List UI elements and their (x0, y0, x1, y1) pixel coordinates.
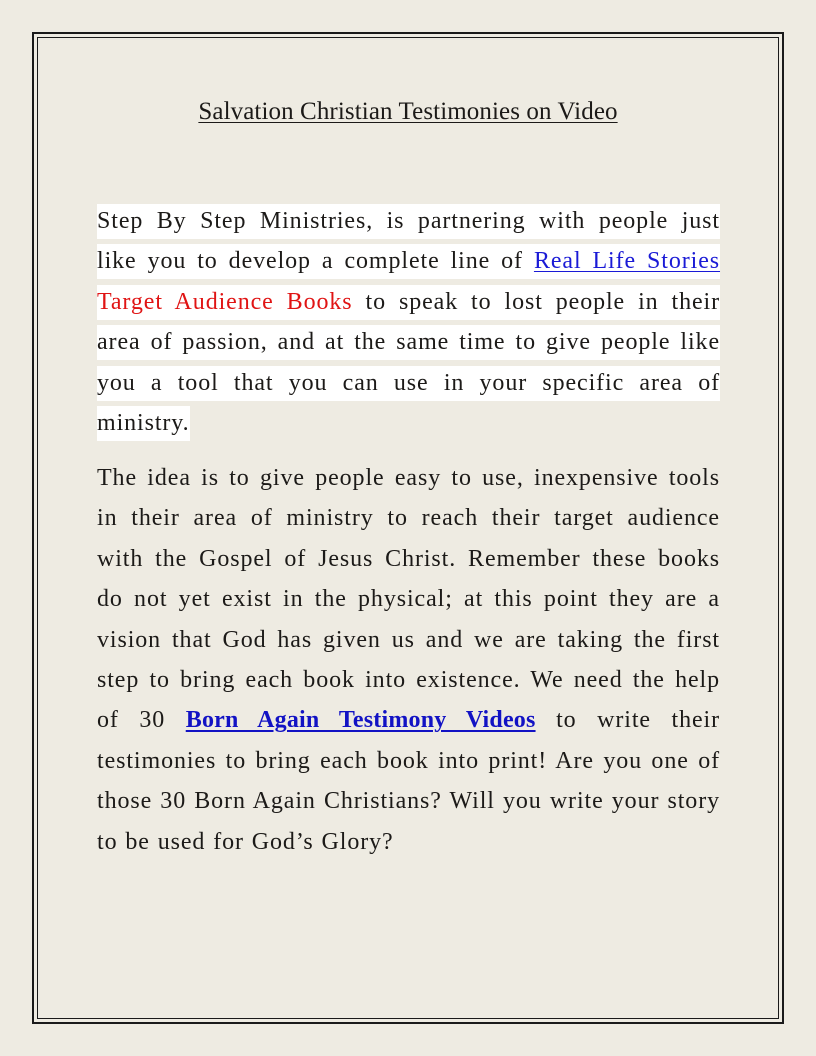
born-again-testimony-videos-link[interactable]: Born Again Testimony Videos (185, 707, 536, 734)
intro-text-start: Step By Step Ministries, is partnering with people just like you to develop a complete line of (97, 208, 720, 275)
real-life-stories-link[interactable]: Real Life Stories (533, 248, 721, 275)
idea-text-start: The idea is to give people easy to use, inexpensive tools in their area of ministry to reach their target audience with the Gospel of Jesus Christ. Remember these books do not yet exist in the physical; at this point they are a vision that God has given us and we are taking the first step to bring each book into existence. We need the help of 30 (97, 465, 720, 734)
idea-paragraph (97, 458, 720, 862)
intro-highlight (97, 204, 720, 441)
target-audience-books-text: Target Audience Books (97, 288, 353, 315)
idea-text-end: to write their testimonies to bring each book into print! Are you one of those 30 Born Again Christians? Will you write your story to be used for God’s Glory? (97, 707, 720, 855)
intro-text-end: to speak to lost people in their area of passion, and at the same time to give people like you a tool that you can use in your specific area of ministry. (97, 288, 720, 437)
intro-paragraph (97, 201, 720, 443)
page-title: Salvation Christian Testimonies on Video (198, 98, 618, 125)
